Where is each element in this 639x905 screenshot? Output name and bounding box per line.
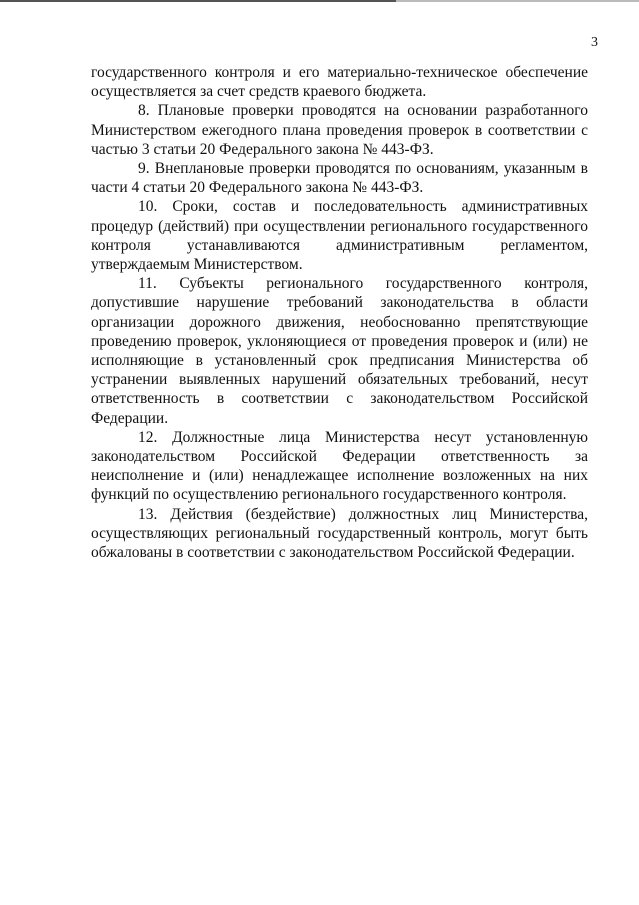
document-body	[91, 63, 588, 562]
paragraph-10: 10. Сроки, состав и последовательность административных процедур (действий) при осуществлении регионального государственного контроля устанавливаются административным регламентом, утверждаемым Министерством.	[91, 198, 588, 274]
paragraph-8: 8. Плановые проверки проводятся на основании разработанного Министерством ежегодного плана проведения проверок в соответствии с частью 3 статьи 20 Федерального закона № 443-ФЗ.	[91, 102, 588, 158]
paragraph: государственного контроля и его материально-техническое обеспечение осуществляется за счет средств краевого бюджета.	[91, 64, 588, 101]
page-number: 3	[591, 35, 598, 50]
top-scan-edge	[0, 0, 639, 2]
paragraph-13: 13. Действия (бездействие) должностных лиц Министерства, осуществляющих региональный государственный контроль, могут быть обжалованы в соответствии с законодательством Российской Федерации.	[91, 505, 588, 562]
paragraph-11: 11. Субъекты регионального государственного контроля, допустившие нарушение требований законодательства в области организации дорожного движения, необоснованно препятствующие проведению проверок, уклоняющиеся от проведения проверок и (или) не исполняющие в установленный срок предписания Министерства об устранении выявленных нарушений обязательных требований, несут ответственность в соответствии с законодательством Российской Федерации.	[91, 275, 588, 427]
paragraph-12: 12. Должностные лица Министерства несут установленную законодательством Российской Федерации ответственность за неисполнение и (или) ненадлежащее исполнение возложенных на них функций по осуществлению регионального государственного контроля.	[91, 428, 588, 504]
paragraph-9: 9. Внеплановые проверки проводятся по основаниям, указанным в части 4 статьи 20 Федерального закона № 443-ФЗ.	[91, 160, 588, 197]
